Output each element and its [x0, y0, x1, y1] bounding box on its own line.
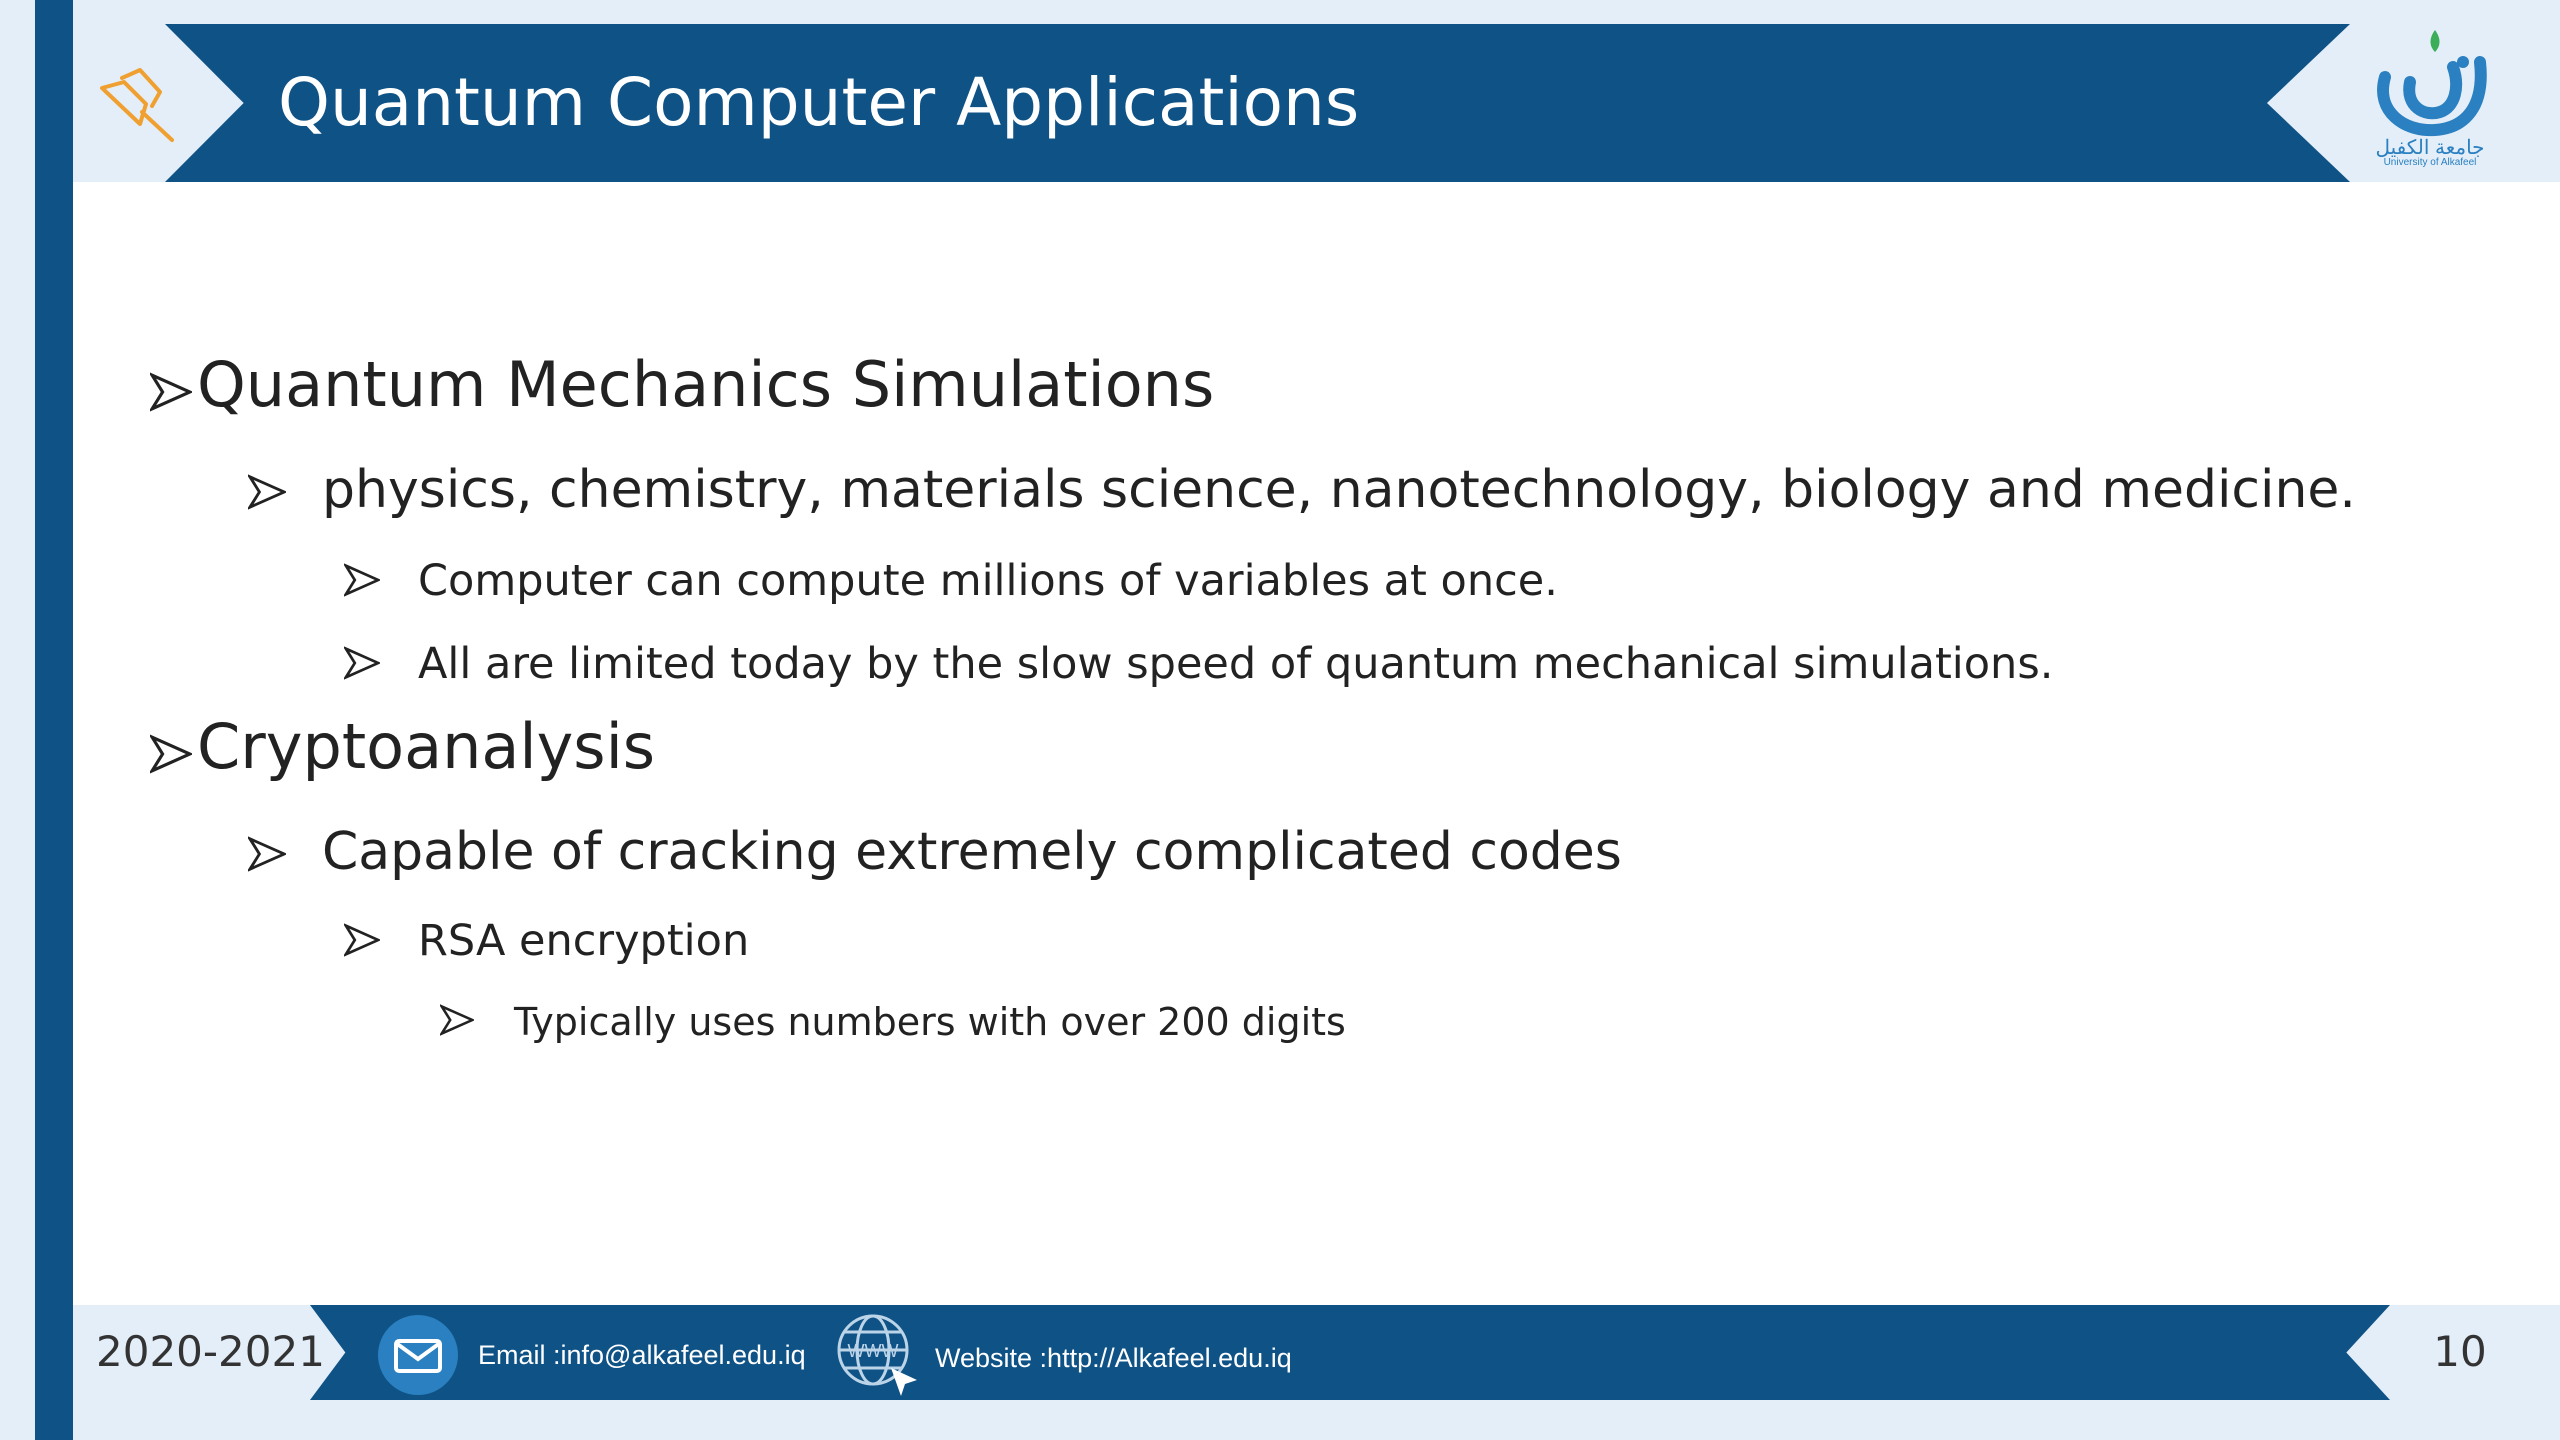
pushpin-icon — [92, 58, 182, 148]
arrowhead-bullet-icon — [344, 922, 380, 958]
arrowhead-bullet-icon — [248, 835, 286, 873]
page-number: 10 — [2433, 1327, 2487, 1376]
frame-bottom — [73, 1400, 2560, 1440]
footer-year: 2020-2021 — [96, 1327, 325, 1376]
bullet-level2: Capable of cracking extremely complicated codes — [322, 822, 1622, 882]
arrowhead-bullet-icon — [440, 1003, 474, 1037]
bullet-level3: RSA encryption — [418, 916, 750, 966]
globe-icon — [833, 1310, 923, 1400]
arrowhead-bullet-icon — [150, 733, 192, 775]
arrowhead-bullet-icon — [248, 473, 286, 511]
bullet-level1: Cryptoanalysis — [197, 710, 656, 783]
slide-title: Quantum Computer Applications — [278, 64, 1360, 141]
bullet-level2: physics, chemistry, materials science, nanotechnology, biology and medicine. — [322, 460, 2356, 520]
frame-top — [73, 0, 2560, 24]
bullet-level3: All are limited today by the slow speed of quantum mechanical simulations. — [418, 639, 2054, 689]
logo-english-text: University of Alkafeel — [2383, 157, 2477, 168]
footer-email-link[interactable]: Email :info@alkafeel.edu.iq — [478, 1340, 806, 1370]
bullet-level1: Quantum Mechanics Simulations — [197, 348, 1215, 421]
logo-arabic-text: جامعة الكفيل — [2375, 137, 2485, 159]
arrowhead-bullet-icon — [344, 562, 380, 598]
arrowhead-bullet-icon — [150, 371, 192, 413]
footer-website-link[interactable]: Website :http://Alkafeel.edu.iq — [935, 1343, 1292, 1373]
frame-left-bar — [35, 0, 73, 1440]
bullet-level4: Typically uses numbers with over 200 digits — [514, 1000, 1346, 1044]
envelope-icon — [376, 1313, 460, 1397]
bullet-level3: Computer can compute millions of variables at once. — [418, 556, 1558, 606]
arrowhead-bullet-icon — [344, 645, 380, 681]
globe-label: WWW — [847, 1341, 899, 1361]
frame-left-light — [0, 0, 35, 1440]
